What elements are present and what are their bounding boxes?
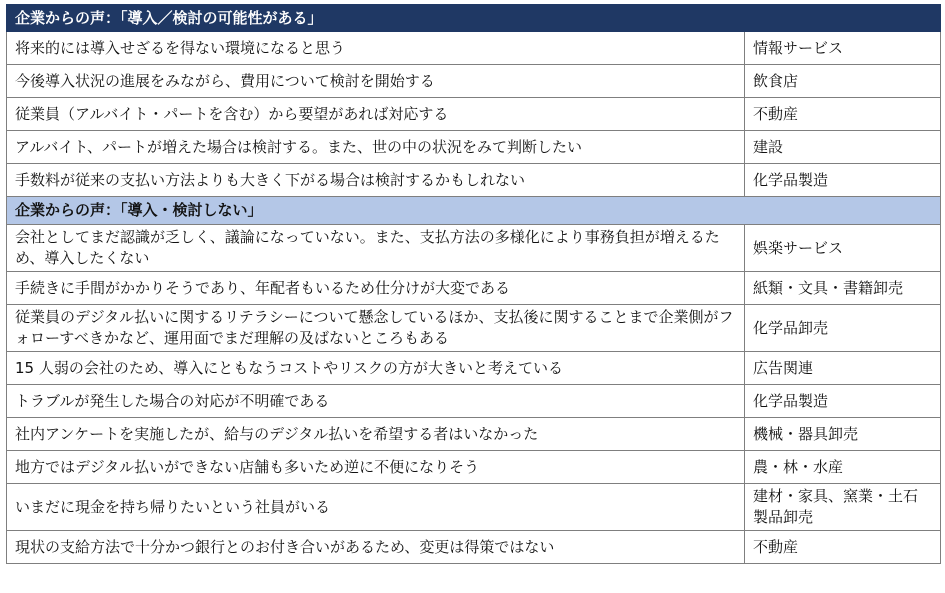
table-row: [7, 305, 941, 352]
industry-cell: 広告関連: [745, 352, 941, 385]
table-row: [7, 531, 941, 564]
comment-cell: 15 人弱の会社のため、導入にともなうコストやリスクの方が大きいと考えている: [7, 352, 745, 385]
table-row: [7, 451, 941, 484]
industry-cell: 農・林・水産: [745, 451, 941, 484]
table-row: [7, 164, 941, 197]
comment-cell: 従業員（アルバイト・パートを含む）から要望があれば対応する: [7, 98, 745, 131]
table-row: [7, 225, 941, 272]
industry-cell: 情報サービス: [745, 32, 941, 65]
industry-cell: 機械・器具卸売: [745, 418, 941, 451]
comment-cell: 現状の支給方法で十分かつ銀行とのお付き合いがあるため、変更は得策ではない: [7, 531, 745, 564]
section-title-considering: 企業からの声：「導入／検討の可能性がある」: [7, 5, 941, 32]
comment-cell: 将来的には導入せざるを得ない環境になると思う: [7, 32, 745, 65]
industry-cell: 建材・家具、窯業・土石製品卸売: [745, 484, 941, 531]
company-voices-table: [6, 4, 941, 564]
industry-cell: 紙類・文具・書籍卸売: [745, 272, 941, 305]
table-row: [7, 98, 941, 131]
table-row: [7, 352, 941, 385]
table-row: [7, 65, 941, 98]
table-row: [7, 385, 941, 418]
industry-cell: 飲食店: [745, 65, 941, 98]
industry-cell: 化学品製造: [745, 164, 941, 197]
industry-cell: 娯楽サービス: [745, 225, 941, 272]
comment-cell: 手続きに手間がかかりそうであり、年配者もいるため仕分けが大変である: [7, 272, 745, 305]
comment-cell: 地方ではデジタル払いができない店舗も多いため逆に不便になりそう: [7, 451, 745, 484]
section-header-row: [7, 197, 941, 225]
table-row: [7, 484, 941, 531]
section-title-not-considering: 企業からの声：「導入・検討しない」: [7, 197, 941, 225]
industry-cell: 不動産: [745, 531, 941, 564]
section-header-row: [7, 5, 941, 32]
table-row: [7, 418, 941, 451]
comment-cell: 従業員のデジタル払いに関するリテラシーについて懸念しているほか、支払後に関することまで企業側がフォローすべきかなど、運用面でまだ理解の及ばないところもある: [7, 305, 745, 352]
comment-cell: 社内アンケートを実施したが、給与のデジタル払いを希望する者はいなかった: [7, 418, 745, 451]
industry-cell: 建設: [745, 131, 941, 164]
industry-cell: 不動産: [745, 98, 941, 131]
comment-cell: アルバイト、パートが増えた場合は検討する。また、世の中の状況をみて判断したい: [7, 131, 745, 164]
comment-cell: いまだに現金を持ち帰りたいという社員がいる: [7, 484, 745, 531]
table-row: [7, 32, 941, 65]
table-row: [7, 131, 941, 164]
comment-cell: トラブルが発生した場合の対応が不明確である: [7, 385, 745, 418]
comment-cell: 会社としてまだ認識が乏しく、議論になっていない。また、支払方法の多様化により事務負担が増えるため、導入したくない: [7, 225, 745, 272]
comment-cell: 今後導入状況の進展をみながら、費用について検討を開始する: [7, 65, 745, 98]
comment-cell: 手数料が従来の支払い方法よりも大きく下がる場合は検討するかもしれない: [7, 164, 745, 197]
industry-cell: 化学品製造: [745, 385, 941, 418]
industry-cell: 化学品卸売: [745, 305, 941, 352]
table-row: [7, 272, 941, 305]
